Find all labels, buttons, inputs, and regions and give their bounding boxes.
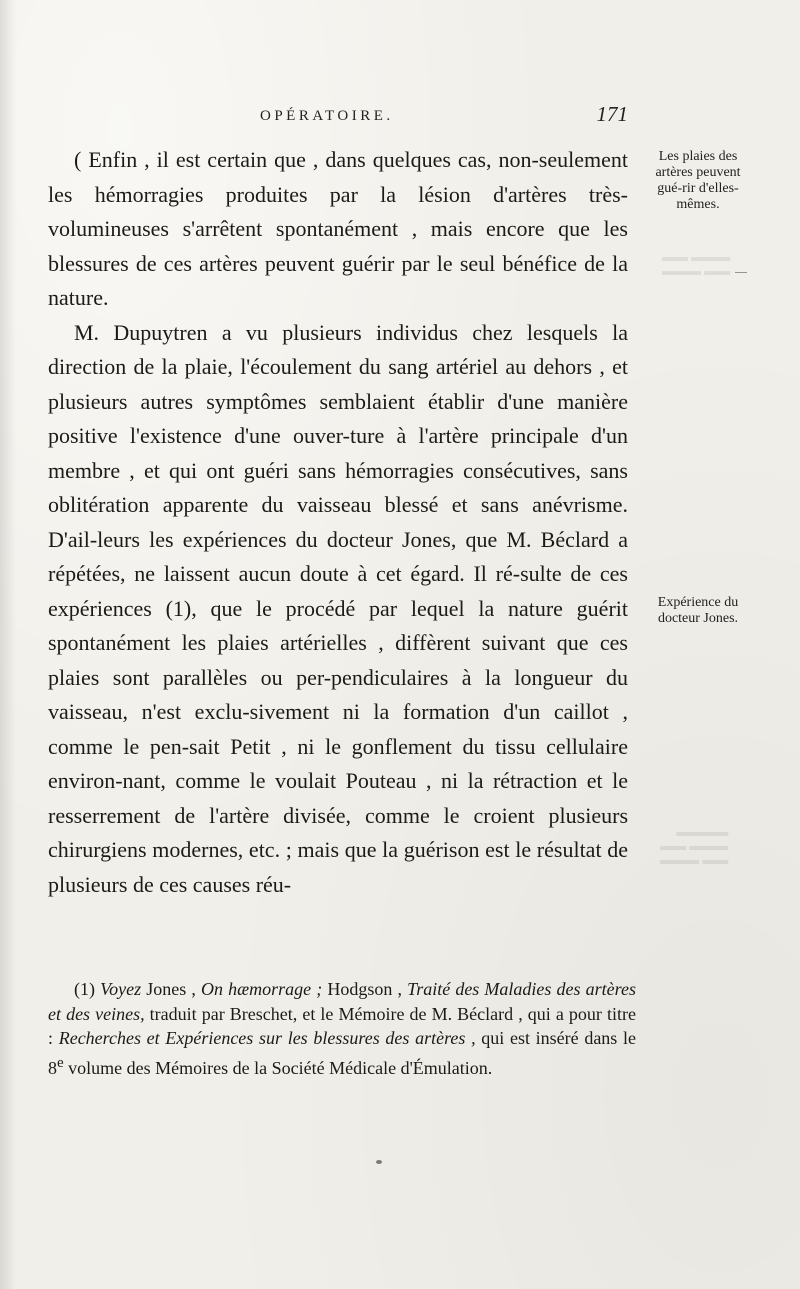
footnote-title: Traité des Maladies des artères et des veines, <box>48 979 637 1024</box>
footnote-text: qui est inséré dans le 8 <box>48 1028 636 1078</box>
margin-mark <box>735 272 747 273</box>
main-text <box>48 143 628 902</box>
paragraph: M. Dupuytren a vu plusieurs individus chez lesquels la direction de la plaie, l'écoulement du sang artériel au dehors , et plusieurs autres symptômes semblaient établir d'une manière positive l'existence d'une ouver-ture à l'artère principale d'un membre , et qui ont guéri sans hémorragies consécutives, sans oblitération apparente du vaisseau blessé et sans anévrisme. D'ail-leurs les expériences du docteur Jones, que M. Béclard a répétées, ne laissent aucun doute à cet égard. Il ré-sulte de ces expériences (1), que le procédé par lequel la nature guérit spontanément les plaies artérielles , diffèrent suivant que ces plaies sont parallèles ou per-pendiculaires à la longueur du vaisseau, n'est exclu-sivement ni la formation d'un caillot , comme le pen-sait Petit , ni le gonflement du tissu cellulaire environ-nant, comme le voulait Pouteau , ni la rétraction et le resserrement de l'artère divisée, comme le croient plusieurs chirurgiens modernes, etc. ; mais que la guérison est le résultat de plusieurs de ces causes réu- <box>48 319 628 897</box>
ink-speck <box>376 1160 382 1164</box>
footnote-superscript: e <box>57 1054 64 1071</box>
footnote-marker: (1) <box>74 979 95 999</box>
margin-note-jones-experiment: Expérience du docteur Jones. <box>657 595 739 626</box>
margin-note-wounds-heal: Les plaies des artères peuvent gué-rir d'elles-mêmes. <box>655 149 741 212</box>
footnote-text: Jones , <box>141 979 202 999</box>
footnote <box>48 977 636 1080</box>
footnote-text: volume des Mémoires de la Société Médicale d'Émulation. <box>63 1057 493 1078</box>
running-title: OPÉRATOIRE. <box>260 108 394 124</box>
running-head <box>60 102 630 132</box>
footnote-text: Hodgson , <box>322 979 408 999</box>
footnote-title: Recherches et Expériences sur les blessures des artères , <box>58 1028 476 1048</box>
footnote-text: traduit par Breschet, et le Mémoire de M. Béclard , qui a pour titre : <box>48 1003 636 1048</box>
show-through-text: ▬▬▬▬ ▬▬▬ ▬▬ ▬▬ ▬▬▬ <box>660 824 729 867</box>
spine-shadow <box>0 0 16 1289</box>
paragraph: ( Enfin , il est certain que , dans quelques cas, non-seulement les hémorragies produites par la lésion d'artères très-volumineuses s'arrêtent spontanément , mais encore que les blessures de ces artères peuvent guérir par le seul bénéfice de la nature. <box>48 147 628 310</box>
page-number: 171 <box>596 102 628 126</box>
footnote-voyez: Voyez <box>100 979 142 999</box>
footnote-title: On hæmorrage ; <box>201 979 323 999</box>
show-through-text: ▬▬▬ ▬▬ ▬▬ ▬▬▬ <box>662 249 731 278</box>
